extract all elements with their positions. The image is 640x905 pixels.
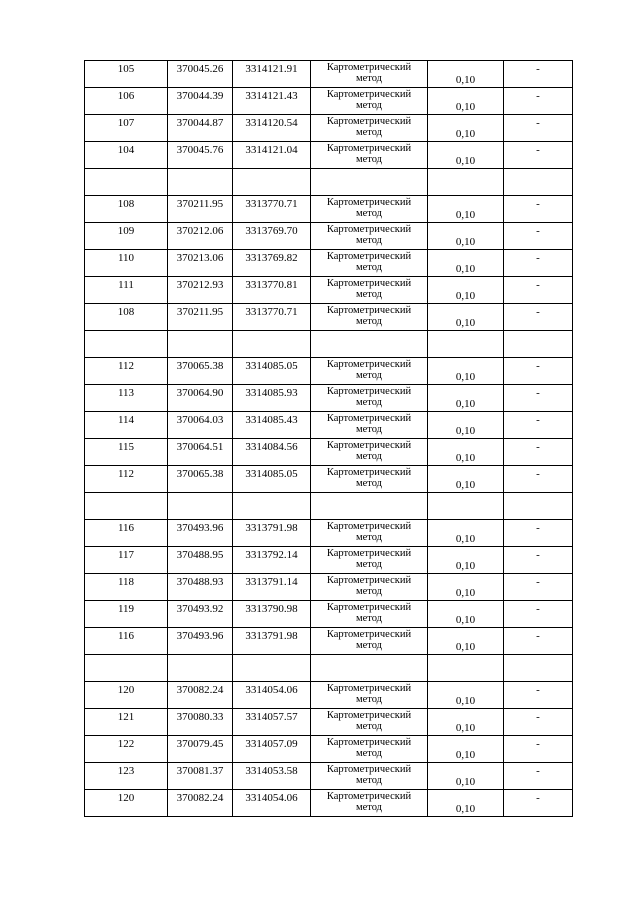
accuracy-cell: 0,10 [428, 250, 504, 277]
accuracy-cell: 0,10 [428, 115, 504, 142]
table-row [85, 520, 573, 547]
description-cell: - [504, 223, 573, 250]
empty-cell [504, 655, 573, 682]
x-coordinate-cell: 370488.93 [168, 574, 233, 601]
description-cell: - [504, 439, 573, 466]
method-cell [311, 385, 428, 412]
method-line-1: Картометрический [326, 413, 412, 424]
method-cell [311, 628, 428, 655]
method-line-2: метод [355, 694, 383, 705]
y-coordinate-cell: 3314120.54 [233, 115, 311, 142]
point-number-cell: 110 [85, 250, 168, 277]
y-coordinate-cell: 3314085.05 [233, 358, 311, 385]
table-row [85, 763, 573, 790]
table-row [85, 304, 573, 331]
method-cell [311, 115, 428, 142]
x-coordinate-cell: 370065.38 [168, 358, 233, 385]
method-line-1: Картометрический [326, 305, 412, 316]
empty-cell [311, 493, 428, 520]
y-coordinate-cell: 3314053.58 [233, 763, 311, 790]
accuracy-cell: 0,10 [428, 358, 504, 385]
point-number-cell: 112 [85, 358, 168, 385]
method-line-2: метод [355, 802, 383, 813]
method-line-2: метод [355, 721, 383, 732]
point-number-cell: 106 [85, 88, 168, 115]
x-coordinate-cell: 370045.26 [168, 61, 233, 88]
method-line-2: метод [355, 748, 383, 759]
empty-cell [504, 493, 573, 520]
point-number-cell: 104 [85, 142, 168, 169]
point-number-cell: 108 [85, 196, 168, 223]
method-cell [311, 88, 428, 115]
accuracy-cell: 0,10 [428, 763, 504, 790]
method-cell [311, 304, 428, 331]
description-cell: - [504, 115, 573, 142]
method-line-2: метод [355, 775, 383, 786]
description-cell: - [504, 358, 573, 385]
method-line-2: метод [355, 316, 383, 327]
table-row [85, 547, 573, 574]
method-line-2: метод [355, 100, 383, 111]
accuracy-cell: 0,10 [428, 277, 504, 304]
method-line-2: метод [355, 559, 383, 570]
method-cell [311, 142, 428, 169]
method-cell [311, 736, 428, 763]
y-coordinate-cell: 3313769.82 [233, 250, 311, 277]
spacer-row [85, 493, 573, 520]
accuracy-cell: 0,10 [428, 628, 504, 655]
empty-cell [233, 493, 311, 520]
method-line-1: Картометрический [326, 440, 412, 451]
accuracy-cell: 0,10 [428, 61, 504, 88]
table-row [85, 709, 573, 736]
accuracy-cell: 0,10 [428, 385, 504, 412]
method-line-1: Картометрический [326, 791, 412, 802]
point-number-cell: 109 [85, 223, 168, 250]
point-number-cell: 113 [85, 385, 168, 412]
method-line-2: метод [355, 73, 383, 84]
method-line-1: Картометрический [326, 89, 412, 100]
point-number-cell: 121 [85, 709, 168, 736]
empty-cell [85, 655, 168, 682]
empty-cell [311, 331, 428, 358]
method-line-2: метод [355, 586, 383, 597]
point-number-cell: 117 [85, 547, 168, 574]
method-cell [311, 682, 428, 709]
method-line-2: метод [355, 208, 383, 219]
y-coordinate-cell: 3314085.05 [233, 466, 311, 493]
accuracy-cell: 0,10 [428, 736, 504, 763]
table-row [85, 601, 573, 628]
method-line-2: метод [355, 127, 383, 138]
method-line-1: Картометрический [326, 521, 412, 532]
method-cell [311, 520, 428, 547]
method-line-2: метод [355, 262, 383, 273]
x-coordinate-cell: 370493.96 [168, 628, 233, 655]
method-cell [311, 574, 428, 601]
spacer-row [85, 331, 573, 358]
y-coordinate-cell: 3314084.56 [233, 439, 311, 466]
table-row [85, 223, 573, 250]
point-number-cell: 108 [85, 304, 168, 331]
method-cell [311, 412, 428, 439]
method-cell [311, 547, 428, 574]
method-cell [311, 250, 428, 277]
method-cell [311, 763, 428, 790]
accuracy-cell: 0,10 [428, 466, 504, 493]
y-coordinate-cell: 3314057.09 [233, 736, 311, 763]
point-number-cell: 112 [85, 466, 168, 493]
y-coordinate-cell: 3313791.98 [233, 520, 311, 547]
description-cell: - [504, 601, 573, 628]
accuracy-cell: 0,10 [428, 412, 504, 439]
method-line-2: метод [355, 451, 383, 462]
method-line-1: Картометрический [326, 251, 412, 262]
x-coordinate-cell: 370493.92 [168, 601, 233, 628]
accuracy-cell: 0,10 [428, 439, 504, 466]
method-line-2: метод [355, 154, 383, 165]
accuracy-cell: 0,10 [428, 142, 504, 169]
empty-cell [428, 169, 504, 196]
method-line-1: Картометрический [326, 737, 412, 748]
method-cell [311, 709, 428, 736]
y-coordinate-cell: 3313769.70 [233, 223, 311, 250]
y-coordinate-cell: 3314085.43 [233, 412, 311, 439]
x-coordinate-cell: 370211.95 [168, 304, 233, 331]
method-line-1: Картометрический [326, 683, 412, 694]
point-number-cell: 120 [85, 682, 168, 709]
description-cell: - [504, 304, 573, 331]
point-number-cell: 120 [85, 790, 168, 817]
method-line-1: Картометрический [326, 116, 412, 127]
method-line-1: Картометрический [326, 629, 412, 640]
coordinates-table-body [85, 61, 573, 817]
point-number-cell: 118 [85, 574, 168, 601]
x-coordinate-cell: 370212.06 [168, 223, 233, 250]
method-line-1: Картометрический [326, 710, 412, 721]
empty-cell [85, 169, 168, 196]
method-cell [311, 61, 428, 88]
point-number-cell: 107 [85, 115, 168, 142]
description-cell: - [504, 277, 573, 304]
x-coordinate-cell: 370064.51 [168, 439, 233, 466]
y-coordinate-cell: 3313770.71 [233, 304, 311, 331]
method-line-2: метод [355, 478, 383, 489]
y-coordinate-cell: 3314121.43 [233, 88, 311, 115]
empty-cell [168, 655, 233, 682]
accuracy-cell: 0,10 [428, 601, 504, 628]
point-number-cell: 122 [85, 736, 168, 763]
empty-cell [504, 331, 573, 358]
x-coordinate-cell: 370045.76 [168, 142, 233, 169]
description-cell: - [504, 88, 573, 115]
description-cell: - [504, 682, 573, 709]
point-number-cell: 111 [85, 277, 168, 304]
empty-cell [311, 169, 428, 196]
table-row [85, 412, 573, 439]
method-line-2: метод [355, 613, 383, 624]
table-row [85, 277, 573, 304]
x-coordinate-cell: 370082.24 [168, 790, 233, 817]
y-coordinate-cell: 3314057.57 [233, 709, 311, 736]
empty-cell [311, 655, 428, 682]
table-row [85, 682, 573, 709]
coordinates-table [84, 60, 573, 817]
empty-cell [428, 655, 504, 682]
point-number-cell: 116 [85, 628, 168, 655]
accuracy-cell: 0,10 [428, 196, 504, 223]
method-line-2: метод [355, 532, 383, 543]
table-row [85, 628, 573, 655]
empty-cell [85, 493, 168, 520]
method-cell [311, 196, 428, 223]
description-cell: - [504, 547, 573, 574]
point-number-cell: 115 [85, 439, 168, 466]
method-cell [311, 358, 428, 385]
point-number-cell: 119 [85, 601, 168, 628]
method-line-1: Картометрический [326, 143, 412, 154]
description-cell: - [504, 709, 573, 736]
table-row [85, 358, 573, 385]
description-cell: - [504, 520, 573, 547]
y-coordinate-cell: 3314085.93 [233, 385, 311, 412]
empty-cell [428, 493, 504, 520]
table-row [85, 196, 573, 223]
table-row [85, 115, 573, 142]
x-coordinate-cell: 370079.45 [168, 736, 233, 763]
method-line-1: Картометрический [326, 548, 412, 559]
method-line-1: Картометрический [326, 224, 412, 235]
point-number-cell: 114 [85, 412, 168, 439]
description-cell: - [504, 142, 573, 169]
method-line-2: метод [355, 640, 383, 651]
table-row [85, 736, 573, 763]
y-coordinate-cell: 3314054.06 [233, 790, 311, 817]
y-coordinate-cell: 3314121.91 [233, 61, 311, 88]
accuracy-cell: 0,10 [428, 223, 504, 250]
point-number-cell: 123 [85, 763, 168, 790]
method-line-1: Картометрический [326, 278, 412, 289]
empty-cell [428, 331, 504, 358]
method-line-1: Картометрический [326, 764, 412, 775]
description-cell: - [504, 628, 573, 655]
method-line-1: Картометрический [326, 467, 412, 478]
spacer-row [85, 655, 573, 682]
method-cell [311, 439, 428, 466]
method-cell [311, 790, 428, 817]
x-coordinate-cell: 370213.06 [168, 250, 233, 277]
method-line-1: Картометрический [326, 197, 412, 208]
point-number-cell: 116 [85, 520, 168, 547]
description-cell: - [504, 736, 573, 763]
method-line-2: метод [355, 370, 383, 381]
empty-cell [504, 169, 573, 196]
x-coordinate-cell: 370064.90 [168, 385, 233, 412]
description-cell: - [504, 196, 573, 223]
empty-cell [168, 493, 233, 520]
table-row [85, 385, 573, 412]
accuracy-cell: 0,10 [428, 88, 504, 115]
description-cell: - [504, 790, 573, 817]
table-row [85, 574, 573, 601]
x-coordinate-cell: 370064.03 [168, 412, 233, 439]
description-cell: - [504, 466, 573, 493]
method-cell [311, 277, 428, 304]
y-coordinate-cell: 3314054.06 [233, 682, 311, 709]
description-cell: - [504, 250, 573, 277]
table-row [85, 61, 573, 88]
point-number-cell: 105 [85, 61, 168, 88]
x-coordinate-cell: 370044.39 [168, 88, 233, 115]
description-cell: - [504, 61, 573, 88]
y-coordinate-cell: 3313791.98 [233, 628, 311, 655]
x-coordinate-cell: 370488.95 [168, 547, 233, 574]
y-coordinate-cell: 3313791.14 [233, 574, 311, 601]
table-row [85, 88, 573, 115]
x-coordinate-cell: 370044.87 [168, 115, 233, 142]
empty-cell [85, 331, 168, 358]
x-coordinate-cell: 370080.33 [168, 709, 233, 736]
table-row [85, 790, 573, 817]
y-coordinate-cell: 3313792.14 [233, 547, 311, 574]
method-line-1: Картометрический [326, 602, 412, 613]
empty-cell [168, 169, 233, 196]
accuracy-cell: 0,10 [428, 709, 504, 736]
accuracy-cell: 0,10 [428, 520, 504, 547]
empty-cell [233, 169, 311, 196]
y-coordinate-cell: 3313790.98 [233, 601, 311, 628]
table-row [85, 250, 573, 277]
y-coordinate-cell: 3313770.81 [233, 277, 311, 304]
method-cell [311, 223, 428, 250]
description-cell: - [504, 412, 573, 439]
method-cell [311, 601, 428, 628]
empty-cell [233, 655, 311, 682]
accuracy-cell: 0,10 [428, 304, 504, 331]
method-cell [311, 466, 428, 493]
method-line-2: метод [355, 235, 383, 246]
x-coordinate-cell: 370082.24 [168, 682, 233, 709]
x-coordinate-cell: 370211.95 [168, 196, 233, 223]
y-coordinate-cell: 3314121.04 [233, 142, 311, 169]
description-cell: - [504, 385, 573, 412]
x-coordinate-cell: 370081.37 [168, 763, 233, 790]
description-cell: - [504, 763, 573, 790]
empty-cell [233, 331, 311, 358]
accuracy-cell: 0,10 [428, 790, 504, 817]
y-coordinate-cell: 3313770.71 [233, 196, 311, 223]
spacer-row [85, 169, 573, 196]
accuracy-cell: 0,10 [428, 574, 504, 601]
method-line-1: Картометрический [326, 386, 412, 397]
empty-cell [168, 331, 233, 358]
accuracy-cell: 0,10 [428, 682, 504, 709]
description-cell: - [504, 574, 573, 601]
table-row [85, 439, 573, 466]
x-coordinate-cell: 370065.38 [168, 466, 233, 493]
method-line-2: метод [355, 289, 383, 300]
table-row [85, 466, 573, 493]
method-line-1: Картометрический [326, 575, 412, 586]
method-line-1: Картометрический [326, 359, 412, 370]
x-coordinate-cell: 370212.93 [168, 277, 233, 304]
x-coordinate-cell: 370493.96 [168, 520, 233, 547]
method-line-2: метод [355, 424, 383, 435]
accuracy-cell: 0,10 [428, 547, 504, 574]
method-line-1: Картометрический [326, 62, 412, 73]
method-line-2: метод [355, 397, 383, 408]
table-row [85, 142, 573, 169]
